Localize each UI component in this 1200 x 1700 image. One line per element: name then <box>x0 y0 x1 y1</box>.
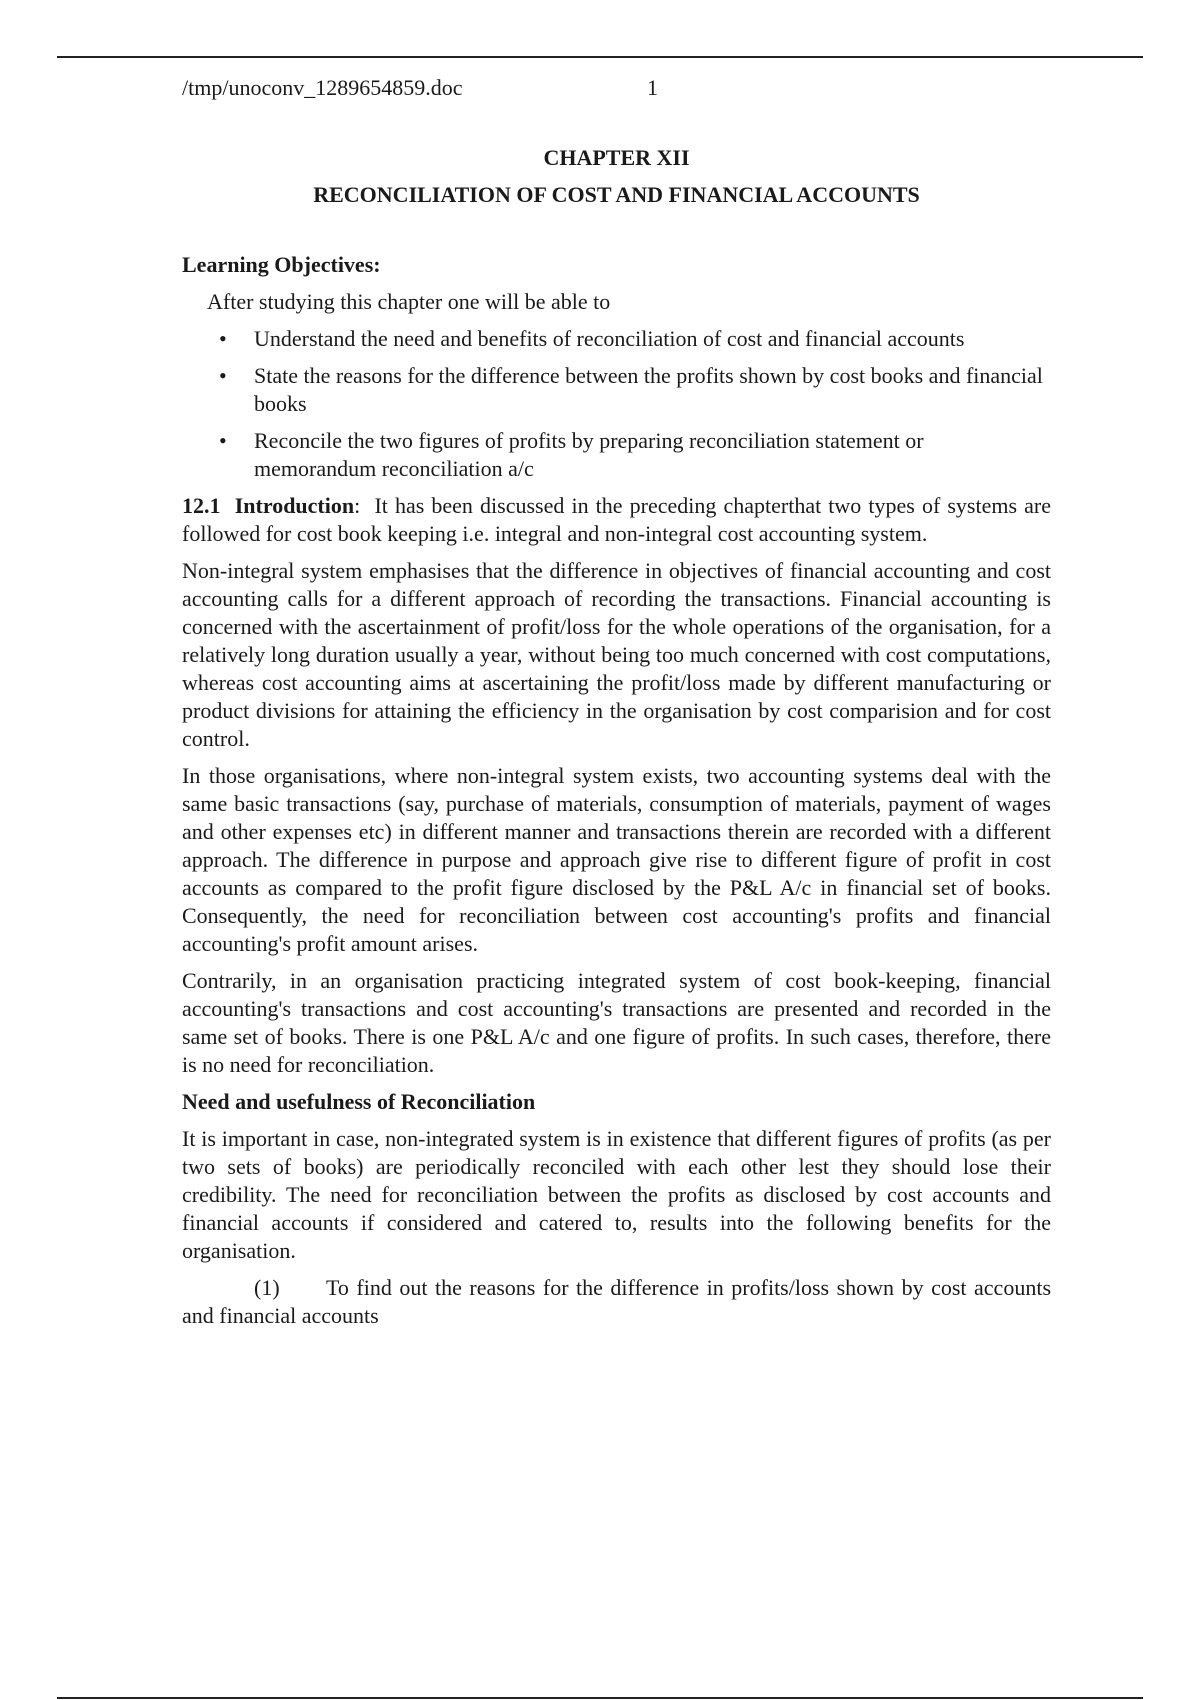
section-colon: : <box>354 493 361 518</box>
document-body <box>182 144 1051 1330</box>
learning-objectives-lead-in: After studying this chapter one will be able to <box>207 289 611 314</box>
page-header <box>182 74 658 102</box>
item-text: To find out the reasons for the difference in profits/loss shown by cost accounts and financial accounts <box>182 1275 1051 1328</box>
bullet-icon: • <box>219 363 227 388</box>
top-rule <box>57 56 1143 58</box>
list-item <box>182 362 1051 418</box>
page-number: 1 <box>647 75 658 100</box>
chapter-title: CHAPTER XII <box>543 145 690 170</box>
body-paragraph: Contrarily, in an organisation practicing integrated system of cost book-keeping, financial accounting's transactions and cost accounting's transactions are presented and recorded in the same set of books. There is one P&L A/c and one figure of profits. In such cases, therefore, there is no need for reconciliation. <box>182 968 1051 1077</box>
learning-objectives-heading: Learning Objectives: <box>182 252 381 277</box>
file-path: /tmp/unoconv_1289654859.doc <box>182 75 463 100</box>
bullet-icon: • <box>219 326 227 351</box>
introduction-text: It has been discussed in the preceding chapterthat two types of systems are followed for cost book keeping i.e. integral and non-integral cost accounting system. <box>182 493 1052 546</box>
body-paragraph: In those organisations, where non-integral system exists, two accounting systems deal with the same basic transactions (say, purchase of materials, consumption of materials, payment of wages and other expenses etc) in different manner and transactions therein are recorded with a different approach. The difference in purpose and approach give rise to different figure of profit in cost accounts as compared to the profit figure disclosed by the P&L A/c in financial set of books. Consequently, the need for reconciliation between cost accounting's profits and financial accounting's profit amount arises. <box>182 763 1051 956</box>
list-item <box>182 427 1051 483</box>
bullet-icon: • <box>219 428 227 453</box>
need-section-heading: Need and usefulness of Reconciliation <box>182 1089 536 1114</box>
need-section-paragraph: It is important in case, non-integrated system is in existence that different figures of profits (as per two sets of books) are periodically reconciled with each other lest they should lose their credibility. The need for reconciliation between the profits as disclosed by cost accounts and financial accounts if considered and catered to, results into the following benefits for the organisation. <box>182 1126 1051 1263</box>
section-title: Introduction <box>234 493 355 518</box>
objective-text: Understand the need and benefits of reconciliation of cost and financial accounts <box>254 326 965 351</box>
list-item <box>182 325 1051 353</box>
bottom-rule <box>57 1697 1143 1699</box>
item-label: (1) <box>254 1275 280 1300</box>
objective-text: Reconcile the two figures of profits by preparing reconciliation statement or memorandum reconciliation a/c <box>254 428 924 481</box>
section-number: 12.1 <box>182 493 221 518</box>
numbered-item <box>182 1274 1051 1330</box>
introduction-paragraph <box>182 492 1051 548</box>
objective-text: State the reasons for the difference between the profits shown by cost books and financial books <box>254 363 1043 416</box>
body-paragraph: Non-integral system emphasises that the difference in objectives of financial accounting and cost accounting calls for a different approach of recording the transactions. Financial accounting is concerned with the ascertainment of profit/loss for the whole operations of the organisation, for a relatively long duration usually a year, without being too much concerned with cost computations, whereas cost accounting aims at ascertaining the profit/loss made by different manufacturing or product divisions for attaining the efficiency in the organisation by cost comparision and for cost control. <box>182 558 1051 751</box>
objectives-list <box>182 325 1051 483</box>
chapter-subtitle: RECONCILIATION OF COST AND FINANCIAL ACCOUNTS <box>313 182 920 207</box>
